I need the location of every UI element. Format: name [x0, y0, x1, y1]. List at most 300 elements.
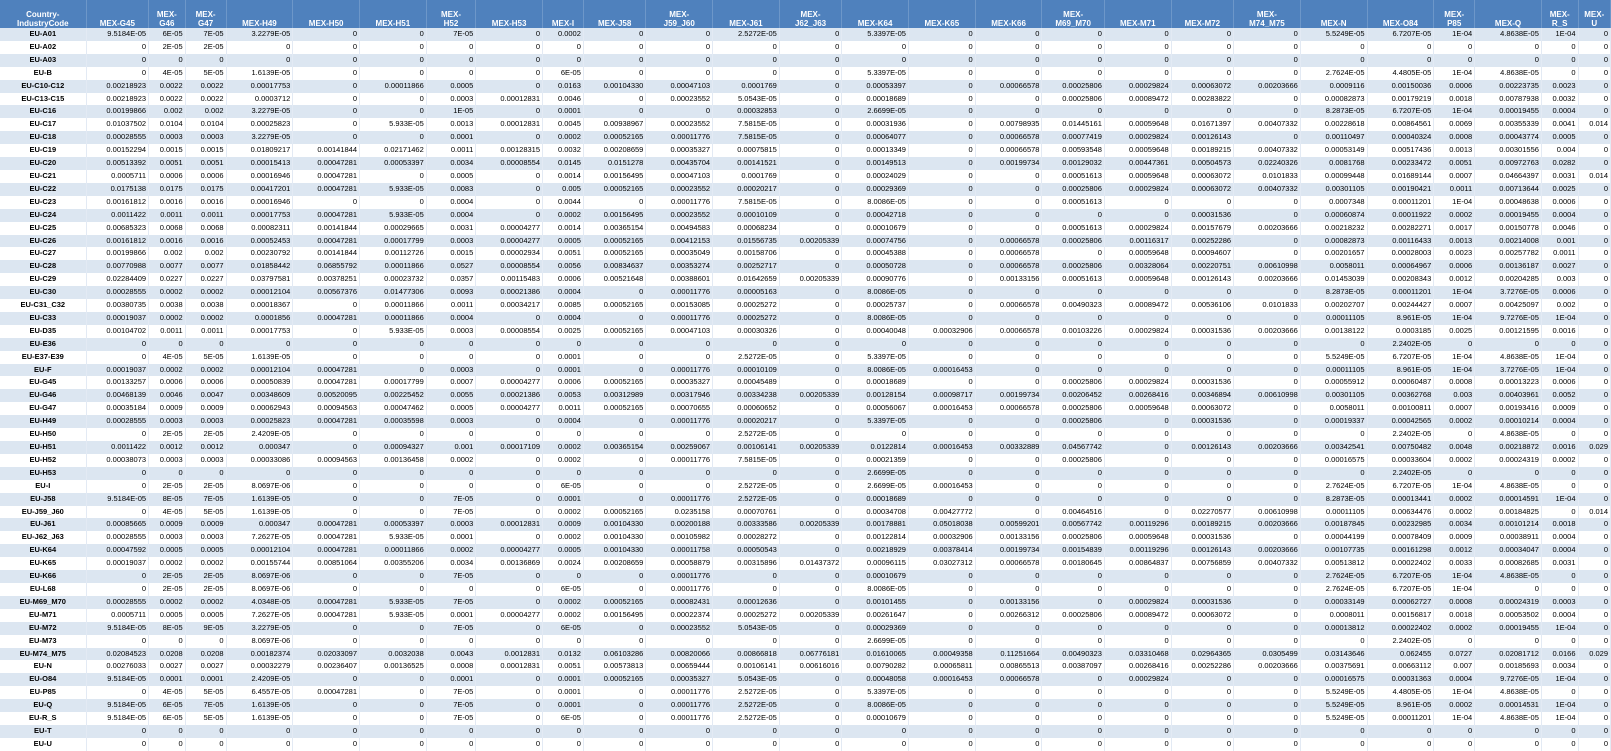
- table-cell[interactable]: 0: [583, 454, 645, 467]
- table-cell[interactable]: 0: [908, 467, 975, 480]
- table-cell[interactable]: 0: [293, 325, 360, 338]
- table-cell[interactable]: 0.00713644: [1475, 183, 1542, 196]
- row-header[interactable]: EU-H49: [0, 415, 86, 428]
- table-cell[interactable]: 5.933E-05: [360, 531, 427, 544]
- table-cell[interactable]: 0.00011776: [646, 415, 713, 428]
- table-cell[interactable]: 1E-04: [1434, 67, 1475, 80]
- table-cell[interactable]: 0: [1578, 144, 1611, 157]
- table-cell[interactable]: 0.00252717: [713, 260, 780, 273]
- table-cell[interactable]: 0: [293, 506, 360, 519]
- table-cell[interactable]: 0.00059648: [1104, 144, 1171, 157]
- table-cell[interactable]: 6E-05: [543, 712, 584, 725]
- table-cell[interactable]: 0.0032: [543, 144, 584, 157]
- table-cell[interactable]: 0.00025806: [1042, 376, 1104, 389]
- column-header[interactable]: MEX-N: [1300, 0, 1367, 28]
- table-cell[interactable]: 0: [1234, 531, 1301, 544]
- table-cell[interactable]: 8.0086E-05: [842, 196, 909, 209]
- table-cell[interactable]: 0: [779, 28, 841, 41]
- table-cell[interactable]: 0.00017753: [226, 80, 293, 93]
- table-cell[interactable]: 0: [1578, 389, 1611, 402]
- table-cell[interactable]: 0.0002: [426, 544, 476, 557]
- table-cell[interactable]: 0.0208: [185, 648, 226, 661]
- table-cell[interactable]: 0: [86, 41, 148, 54]
- table-cell[interactable]: 0: [543, 338, 584, 351]
- table-cell[interactable]: 0.00023552: [646, 118, 713, 131]
- table-cell[interactable]: 0: [646, 738, 713, 751]
- table-cell[interactable]: 0.00025823: [226, 118, 293, 131]
- table-cell[interactable]: 0.0005: [185, 609, 226, 622]
- table-cell[interactable]: 2.5272E-05: [713, 480, 780, 493]
- table-cell[interactable]: 2.6699E-05: [842, 105, 909, 118]
- table-cell[interactable]: 0: [1171, 725, 1233, 738]
- table-cell[interactable]: 1.6139E-05: [226, 493, 293, 506]
- table-cell[interactable]: 0.00141844: [293, 144, 360, 157]
- table-cell[interactable]: 0: [1104, 28, 1171, 41]
- table-cell[interactable]: 0.00208659: [583, 144, 645, 157]
- table-cell[interactable]: 0: [1578, 67, 1611, 80]
- table-cell[interactable]: 0.00047281: [293, 235, 360, 248]
- table-cell[interactable]: 0: [1578, 131, 1611, 144]
- table-cell[interactable]: 4.8638E-05: [1475, 712, 1542, 725]
- table-cell[interactable]: 0.00011201: [1367, 712, 1434, 725]
- table-cell[interactable]: 0.0012: [149, 441, 186, 454]
- table-cell[interactable]: 0.00047462: [360, 402, 427, 415]
- table-cell[interactable]: 0: [779, 544, 841, 557]
- table-cell[interactable]: 0: [975, 222, 1042, 235]
- table-cell[interactable]: 0.00023552: [646, 183, 713, 196]
- table-cell[interactable]: 0: [975, 312, 1042, 325]
- table-cell[interactable]: 0: [1234, 480, 1301, 493]
- table-cell[interactable]: 0: [86, 428, 148, 441]
- table-cell[interactable]: 0: [908, 622, 975, 635]
- table-cell[interactable]: 0.0046: [543, 93, 584, 106]
- table-cell[interactable]: 0: [713, 467, 780, 480]
- table-cell[interactable]: 0: [1578, 635, 1611, 648]
- table-cell[interactable]: 7E-05: [426, 28, 476, 41]
- row-header[interactable]: EU-C31_C32: [0, 299, 86, 312]
- table-cell[interactable]: 0.00033086: [226, 454, 293, 467]
- table-cell[interactable]: 0.0004: [426, 209, 476, 222]
- table-cell[interactable]: 5E-05: [185, 506, 226, 519]
- table-cell[interactable]: 0: [1578, 609, 1611, 622]
- table-cell[interactable]: 0: [779, 531, 841, 544]
- table-cell[interactable]: 0.00022402: [1367, 622, 1434, 635]
- table-cell[interactable]: 6.7207E-05: [1367, 28, 1434, 41]
- table-cell[interactable]: 0: [1042, 28, 1104, 41]
- table-cell[interactable]: 0.00082431: [646, 596, 713, 609]
- table-cell[interactable]: 0.00208659: [583, 557, 645, 570]
- table-cell[interactable]: 0: [646, 428, 713, 441]
- table-cell[interactable]: 0: [779, 93, 841, 106]
- table-cell[interactable]: 0.0031: [426, 222, 476, 235]
- table-cell[interactable]: 0: [908, 93, 975, 106]
- table-cell[interactable]: 0.00031536: [1171, 209, 1233, 222]
- table-cell[interactable]: 0: [975, 67, 1042, 80]
- table-cell[interactable]: 0: [1234, 622, 1301, 635]
- table-cell[interactable]: 5.933E-05: [360, 325, 427, 338]
- table-cell[interactable]: 0: [908, 235, 975, 248]
- table-cell[interactable]: 0.0038: [149, 299, 186, 312]
- table-cell[interactable]: 0.0175: [149, 183, 186, 196]
- table-cell[interactable]: 0.0058011: [1300, 260, 1367, 273]
- table-cell[interactable]: 0.00154839: [1042, 544, 1104, 557]
- table-cell[interactable]: 0.00866818: [713, 648, 780, 661]
- table-cell[interactable]: 0.0018: [1541, 518, 1578, 531]
- table-cell[interactable]: 0.02964365: [1171, 648, 1233, 661]
- table-cell[interactable]: 0: [293, 196, 360, 209]
- table-cell[interactable]: 0: [426, 428, 476, 441]
- table-cell[interactable]: 0: [185, 738, 226, 751]
- table-cell[interactable]: 0.00025806: [1042, 402, 1104, 415]
- table-cell[interactable]: 0.0012: [1434, 273, 1475, 286]
- table-cell[interactable]: 0.00064077: [842, 131, 909, 144]
- table-cell[interactable]: 0: [476, 209, 543, 222]
- table-cell[interactable]: 0.00129032: [1042, 157, 1104, 170]
- table-cell[interactable]: 0.00066578: [975, 299, 1042, 312]
- table-cell[interactable]: 0.00520095: [293, 389, 360, 402]
- table-cell[interactable]: 0.00150778: [1475, 222, 1542, 235]
- table-cell[interactable]: 0: [779, 118, 841, 131]
- table-cell[interactable]: 0.0023: [1541, 80, 1578, 93]
- table-cell[interactable]: 0: [1234, 415, 1301, 428]
- table-cell[interactable]: 0: [1171, 454, 1233, 467]
- table-cell[interactable]: 0.00051613: [1042, 170, 1104, 183]
- table-cell[interactable]: 0: [975, 622, 1042, 635]
- table-cell[interactable]: 2E-05: [185, 41, 226, 54]
- table-cell[interactable]: 0.00276033: [86, 660, 148, 673]
- table-cell[interactable]: 2.4209E-05: [226, 428, 293, 441]
- table-cell[interactable]: 0.02284409: [86, 273, 148, 286]
- table-cell[interactable]: 0.0013: [1434, 144, 1475, 157]
- table-cell[interactable]: 0.00202707: [1300, 299, 1367, 312]
- table-cell[interactable]: 1E-04: [1434, 480, 1475, 493]
- table-cell[interactable]: 0.0069: [1434, 118, 1475, 131]
- table-cell[interactable]: 0: [1578, 260, 1611, 273]
- table-cell[interactable]: 0.00032279: [226, 660, 293, 673]
- table-cell[interactable]: 0.00052453: [226, 235, 293, 248]
- table-cell[interactable]: 0.00851064: [293, 557, 360, 570]
- row-header[interactable]: EU-G47: [0, 402, 86, 415]
- table-cell[interactable]: 0: [1104, 312, 1171, 325]
- table-cell[interactable]: 5E-05: [185, 686, 226, 699]
- table-cell[interactable]: 0.0008: [1434, 131, 1475, 144]
- table-cell[interactable]: 0.00236407: [293, 660, 360, 673]
- table-cell[interactable]: 0.00490323: [1042, 299, 1104, 312]
- table-cell[interactable]: 0.00268416: [1104, 660, 1171, 673]
- table-cell[interactable]: 0: [779, 222, 841, 235]
- table-cell[interactable]: 0: [908, 583, 975, 596]
- table-cell[interactable]: 0: [779, 454, 841, 467]
- table-cell[interactable]: 0: [476, 712, 543, 725]
- table-cell[interactable]: 0.00032853: [713, 105, 780, 118]
- row-header[interactable]: EU-C26: [0, 235, 86, 248]
- table-cell[interactable]: 0.00030326: [713, 325, 780, 338]
- table-cell[interactable]: 0: [583, 28, 645, 41]
- table-cell[interactable]: 0: [908, 299, 975, 312]
- table-cell[interactable]: 0.00011758: [646, 544, 713, 557]
- table-cell[interactable]: 0.00012831: [476, 660, 543, 673]
- table-cell[interactable]: 0.00218923: [86, 80, 148, 93]
- table-cell[interactable]: 0.00049358: [908, 648, 975, 661]
- table-cell[interactable]: 0: [426, 738, 476, 751]
- table-cell[interactable]: 0: [1578, 428, 1611, 441]
- table-cell[interactable]: 0: [1042, 673, 1104, 686]
- table-cell[interactable]: 0: [908, 157, 975, 170]
- table-cell[interactable]: 7E-05: [426, 506, 476, 519]
- table-cell[interactable]: 0.00798935: [975, 118, 1042, 131]
- table-cell[interactable]: 0.04567742: [1042, 441, 1104, 454]
- column-header[interactable]: MEX-H53: [476, 0, 543, 28]
- table-cell[interactable]: 0.00161298: [1367, 544, 1434, 557]
- row-header[interactable]: EU-F: [0, 364, 86, 377]
- table-cell[interactable]: 0: [1171, 312, 1233, 325]
- corner-header[interactable]: Country- IndustryCode: [0, 0, 86, 28]
- table-cell[interactable]: 0: [1578, 454, 1611, 467]
- table-cell[interactable]: 0.00156495: [583, 609, 645, 622]
- table-cell[interactable]: 0: [583, 699, 645, 712]
- table-cell[interactable]: 0: [476, 131, 543, 144]
- table-cell[interactable]: 0: [185, 635, 226, 648]
- table-cell[interactable]: 0.00021386: [476, 286, 543, 299]
- table-cell[interactable]: 0: [975, 54, 1042, 67]
- table-cell[interactable]: 0: [908, 351, 975, 364]
- table-cell[interactable]: 0: [86, 338, 148, 351]
- table-cell[interactable]: 5.3397E-05: [842, 28, 909, 41]
- table-cell[interactable]: 0.00107735: [1300, 544, 1367, 557]
- table-cell[interactable]: 0: [1578, 80, 1611, 93]
- table-cell[interactable]: 7.2627E-05: [226, 609, 293, 622]
- table-cell[interactable]: 0.00029665: [360, 222, 427, 235]
- table-cell[interactable]: 8.0697E-06: [226, 480, 293, 493]
- table-cell[interactable]: 0.00012831: [476, 118, 543, 131]
- table-cell[interactable]: 0.0005: [185, 544, 226, 557]
- table-cell[interactable]: 0: [293, 131, 360, 144]
- table-cell[interactable]: 0.0055: [426, 389, 476, 402]
- table-cell[interactable]: 0: [842, 428, 909, 441]
- table-cell[interactable]: 0: [293, 441, 360, 454]
- table-cell[interactable]: 0.00864837: [1104, 557, 1171, 570]
- table-cell[interactable]: 0.0038: [185, 299, 226, 312]
- table-cell[interactable]: 0.0002: [185, 557, 226, 570]
- table-cell[interactable]: 0.0227: [185, 273, 226, 286]
- table-cell[interactable]: 0.00047281: [293, 518, 360, 531]
- table-cell[interactable]: 0.00047103: [646, 325, 713, 338]
- table-cell[interactable]: 0.02171462: [360, 144, 427, 157]
- table-cell[interactable]: 0.00063072: [1171, 402, 1233, 415]
- table-cell[interactable]: 0.01453039: [1300, 273, 1367, 286]
- table-cell[interactable]: 0.0005711: [86, 609, 148, 622]
- table-cell[interactable]: 0.00056067: [842, 402, 909, 415]
- table-cell[interactable]: 0.0011: [426, 299, 476, 312]
- table-cell[interactable]: 0: [779, 583, 841, 596]
- table-cell[interactable]: 0.0034: [1434, 518, 1475, 531]
- table-cell[interactable]: 0.0016: [185, 235, 226, 248]
- table-cell[interactable]: 0.0003: [426, 364, 476, 377]
- table-cell[interactable]: 0.00153085: [646, 299, 713, 312]
- table-cell[interactable]: 0.00051613: [1042, 222, 1104, 235]
- table-cell[interactable]: 0: [360, 583, 427, 596]
- table-cell[interactable]: 0: [975, 170, 1042, 183]
- table-cell[interactable]: 0: [360, 467, 427, 480]
- table-cell[interactable]: 0: [360, 54, 427, 67]
- table-cell[interactable]: 0: [293, 622, 360, 635]
- table-cell[interactable]: 0: [842, 725, 909, 738]
- table-cell[interactable]: 1E-05: [426, 105, 476, 118]
- table-cell[interactable]: 0.00053502: [1475, 609, 1542, 622]
- table-cell[interactable]: 0: [293, 480, 360, 493]
- table-cell[interactable]: 0: [1171, 105, 1233, 118]
- table-cell[interactable]: 0.0104: [185, 118, 226, 131]
- table-cell[interactable]: 0.02033097: [293, 648, 360, 661]
- table-cell[interactable]: 0.00233472: [1367, 157, 1434, 170]
- table-cell[interactable]: 0.00353274: [646, 260, 713, 273]
- table-cell[interactable]: 0.0001769: [713, 80, 780, 93]
- table-cell[interactable]: 0.0001: [543, 493, 584, 506]
- table-cell[interactable]: 0.00435704: [646, 157, 713, 170]
- table-cell[interactable]: 0: [1300, 41, 1367, 54]
- table-cell[interactable]: 0.03027312: [908, 557, 975, 570]
- table-cell[interactable]: 0.0006: [543, 273, 584, 286]
- table-cell[interactable]: 1E-04: [1541, 312, 1578, 325]
- table-cell[interactable]: 0: [713, 583, 780, 596]
- table-cell[interactable]: 0.00425097: [1475, 299, 1542, 312]
- table-cell[interactable]: 0: [360, 338, 427, 351]
- table-cell[interactable]: 0: [426, 338, 476, 351]
- table-cell[interactable]: 0.00017753: [226, 325, 293, 338]
- table-cell[interactable]: 0: [1475, 41, 1542, 54]
- table-cell[interactable]: 0.0077: [149, 260, 186, 273]
- table-cell[interactable]: 0.003: [1434, 389, 1475, 402]
- table-cell[interactable]: 0.00157679: [1171, 222, 1233, 235]
- table-cell[interactable]: 0.00028555: [86, 131, 148, 144]
- table-cell[interactable]: 0.00190421: [1367, 183, 1434, 196]
- table-cell[interactable]: 0: [476, 54, 543, 67]
- table-cell[interactable]: 0.00038911: [1475, 531, 1542, 544]
- table-cell[interactable]: 0: [476, 80, 543, 93]
- table-cell[interactable]: 0.0004: [1541, 609, 1578, 622]
- table-cell[interactable]: 0: [476, 415, 543, 428]
- table-cell[interactable]: 0.014: [1578, 170, 1611, 183]
- table-cell[interactable]: 5.3397E-05: [842, 415, 909, 428]
- table-cell[interactable]: 0: [1234, 596, 1301, 609]
- table-cell[interactable]: 0.00011201: [1367, 286, 1434, 299]
- table-cell[interactable]: 0.01642659: [713, 273, 780, 286]
- table-cell[interactable]: 0.00820066: [646, 648, 713, 661]
- table-cell[interactable]: 0: [975, 738, 1042, 751]
- table-cell[interactable]: 0: [1578, 41, 1611, 54]
- table-cell[interactable]: 0.0045: [543, 118, 584, 131]
- table-cell[interactable]: 0.00011776: [646, 712, 713, 725]
- table-cell[interactable]: 3.2279E-05: [226, 131, 293, 144]
- table-cell[interactable]: 0.0002: [185, 364, 226, 377]
- table-cell[interactable]: 0.00199866: [86, 105, 148, 118]
- table-cell[interactable]: 0: [1434, 54, 1475, 67]
- table-cell[interactable]: 0.00189215: [1171, 518, 1233, 531]
- table-cell[interactable]: 0: [149, 738, 186, 751]
- table-cell[interactable]: 0.00012831: [476, 93, 543, 106]
- table-cell[interactable]: 0: [713, 338, 780, 351]
- table-cell[interactable]: 0.00082685: [1475, 557, 1542, 570]
- table-cell[interactable]: 0.0004: [1541, 415, 1578, 428]
- table-cell[interactable]: 0.00521648: [583, 273, 645, 286]
- table-cell[interactable]: 0: [1541, 738, 1578, 751]
- table-cell[interactable]: 2E-05: [149, 428, 186, 441]
- table-cell[interactable]: 0: [908, 415, 975, 428]
- table-cell[interactable]: 0.00616016: [779, 660, 841, 673]
- table-cell[interactable]: 0: [1367, 725, 1434, 738]
- table-cell[interactable]: 0: [86, 686, 148, 699]
- table-cell[interactable]: 6E-05: [543, 583, 584, 596]
- table-cell[interactable]: 0: [293, 67, 360, 80]
- table-cell[interactable]: 0: [908, 54, 975, 67]
- table-cell[interactable]: 0: [476, 196, 543, 209]
- table-cell[interactable]: 0.00004277: [476, 222, 543, 235]
- table-cell[interactable]: 0: [1578, 222, 1611, 235]
- table-cell[interactable]: 0.00035327: [646, 376, 713, 389]
- table-cell[interactable]: 2.5272E-05: [713, 686, 780, 699]
- table-cell[interactable]: 0.00232985: [1367, 518, 1434, 531]
- table-cell[interactable]: 6E-05: [149, 712, 186, 725]
- table-cell[interactable]: 0.00011866: [360, 260, 427, 273]
- row-header[interactable]: EU-P85: [0, 686, 86, 699]
- table-cell[interactable]: 2.6699E-05: [842, 480, 909, 493]
- table-cell[interactable]: 0.00078409: [1367, 531, 1434, 544]
- table-cell[interactable]: 0.00016453: [908, 364, 975, 377]
- table-cell[interactable]: 0.00200188: [646, 518, 713, 531]
- table-cell[interactable]: 0.007: [1434, 660, 1475, 673]
- table-cell[interactable]: 3.2279E-05: [226, 622, 293, 635]
- table-cell[interactable]: 0.00342541: [1300, 441, 1367, 454]
- table-cell[interactable]: 0.0002: [185, 286, 226, 299]
- table-cell[interactable]: 0.00126143: [1171, 544, 1233, 557]
- table-cell[interactable]: 0: [779, 351, 841, 364]
- table-cell[interactable]: 0: [779, 376, 841, 389]
- table-cell[interactable]: 0.0011422: [86, 209, 148, 222]
- row-header[interactable]: EU-H52: [0, 454, 86, 467]
- table-cell[interactable]: 0.00972763: [1475, 157, 1542, 170]
- table-cell[interactable]: 0: [975, 480, 1042, 493]
- table-cell[interactable]: 0.0004: [1541, 544, 1578, 557]
- table-cell[interactable]: 0.0025: [543, 325, 584, 338]
- table-cell[interactable]: 6E-05: [543, 480, 584, 493]
- table-cell[interactable]: 0.0163: [543, 80, 584, 93]
- table-cell[interactable]: 0: [1475, 583, 1542, 596]
- table-cell[interactable]: 8E-05: [149, 622, 186, 635]
- table-cell[interactable]: 0.0001: [426, 609, 476, 622]
- table-cell[interactable]: 0: [476, 686, 543, 699]
- table-cell[interactable]: 0: [1104, 105, 1171, 118]
- table-cell[interactable]: 7E-05: [426, 493, 476, 506]
- table-cell[interactable]: 5.5249E-05: [1300, 712, 1367, 725]
- table-cell[interactable]: 0: [86, 738, 148, 751]
- table-cell[interactable]: 0.00024319: [1475, 454, 1542, 467]
- table-cell[interactable]: 0.00035327: [646, 673, 713, 686]
- table-cell[interactable]: 0.014: [1578, 118, 1611, 131]
- table-cell[interactable]: 0: [908, 454, 975, 467]
- table-cell[interactable]: 0.00029824: [1104, 131, 1171, 144]
- table-cell[interactable]: 9.5184E-05: [86, 699, 148, 712]
- table-cell[interactable]: 0: [646, 41, 713, 54]
- table-cell[interactable]: 0.00052165: [583, 183, 645, 196]
- table-cell[interactable]: 0: [1171, 467, 1233, 480]
- table-cell[interactable]: 2.7624E-05: [1300, 570, 1367, 583]
- table-cell[interactable]: 0.00012831: [476, 518, 543, 531]
- row-header[interactable]: EU-H53: [0, 467, 86, 480]
- table-cell[interactable]: 0.0016: [1541, 441, 1578, 454]
- table-cell[interactable]: 0: [908, 67, 975, 80]
- table-cell[interactable]: 0: [646, 480, 713, 493]
- table-cell[interactable]: 0.0011: [1541, 247, 1578, 260]
